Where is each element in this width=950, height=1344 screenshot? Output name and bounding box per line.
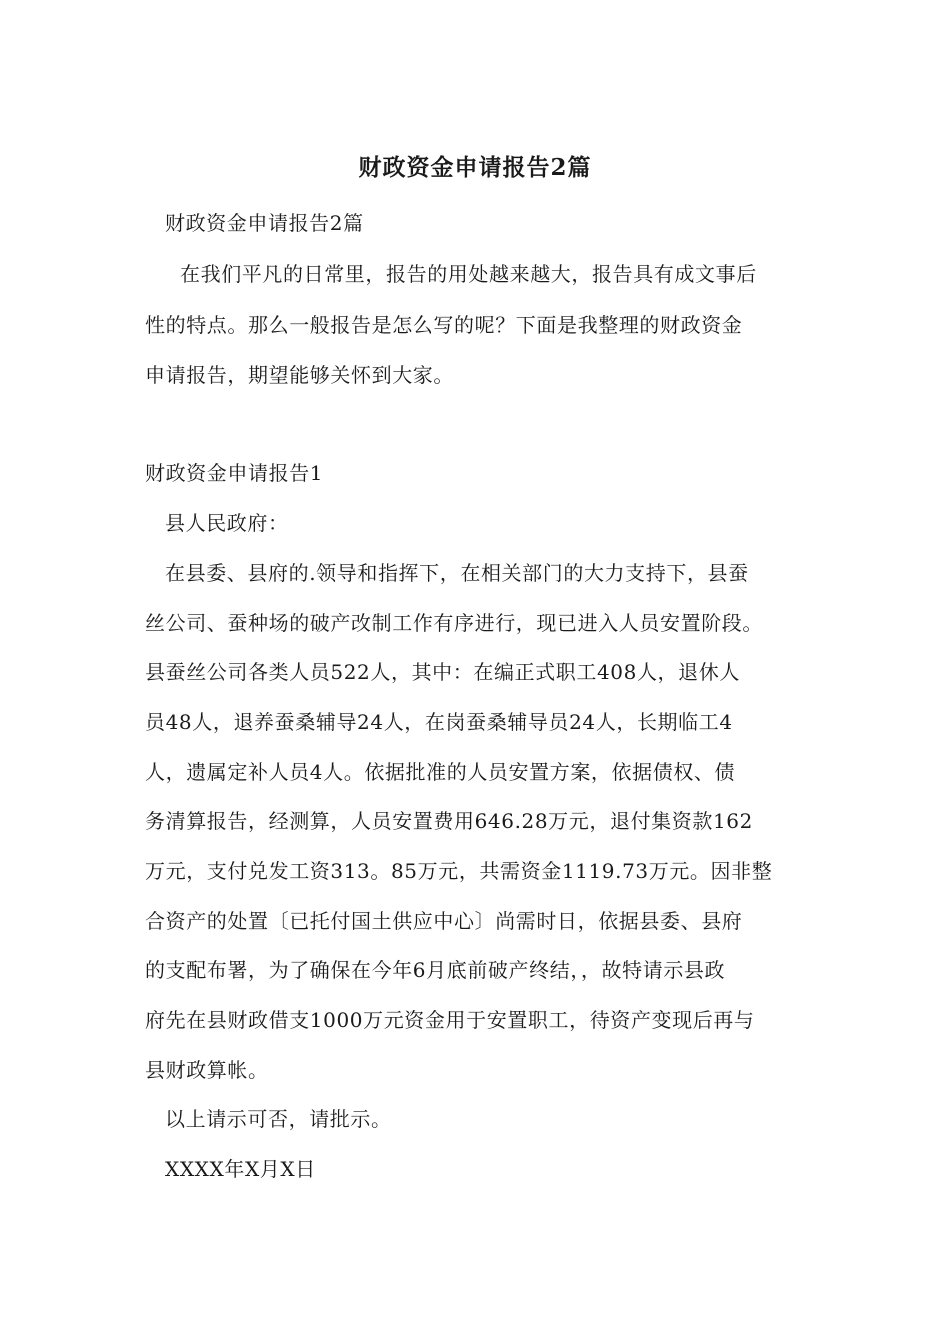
addressee: 县人民政府：: [165, 511, 289, 535]
body-line-2: 丝公司、蚕种场的破产改制工作有序进行，现已进入人员安置阶段。: [145, 611, 763, 635]
body-line-5: 人，遗属定补人员4人。依据批准的人员安置方案，依据债权、债: [145, 760, 736, 784]
body-line-10: 府先在县财政借支1000万元资金用于安置职工，待资产变现后再与: [145, 1008, 755, 1032]
body-line-11: 县财政算帐。: [145, 1058, 269, 1082]
body-line-7: 万元，支付兑发工资313。85万元，共需资金1119.73万元。因非整: [145, 859, 773, 883]
intro-line-1: 在我们平凡的日常里，报告的用处越来越大，报告具有成文事后: [180, 262, 757, 286]
body-line-9: 的支配布署，为了确保在今年6月底前破产终结，，故特请示县政: [145, 958, 726, 982]
intro-line-3: 申请报告，期望能够关怀到大家。: [145, 363, 454, 387]
section-heading: 财政资金申请报告1: [145, 461, 324, 485]
closing-request: 以上请示可否，请批示。: [165, 1107, 392, 1131]
body-line-6: 务清算报告，经测算，人员安置费用646.28万元，退付集资款162: [145, 809, 753, 833]
body-line-1: 在县委、县府的.领导和指挥下，在相关部门的大力支持下，县蚕: [165, 561, 749, 585]
body-line-3: 县蚕丝公司各类人员522人，其中：在编正式职工408人，退休人: [145, 660, 740, 684]
document-date: XXXX年X月X日: [165, 1157, 316, 1181]
intro-line-2: 性的特点。那么一般报告是怎么写的呢？下面是我整理的财政资金: [145, 313, 743, 337]
subtitle-line: 财政资金申请报告2篇: [165, 211, 364, 235]
body-line-8: 合资产的处置〔已托付国土供应中心〕尚需时日，依据县委、县府: [145, 909, 743, 933]
body-line-4: 员48人，退养蚕桑辅导24人，在岗蚕桑辅导员24人，长期临工4: [145, 710, 733, 734]
document-title: 财政资金申请报告2篇: [358, 154, 592, 181]
